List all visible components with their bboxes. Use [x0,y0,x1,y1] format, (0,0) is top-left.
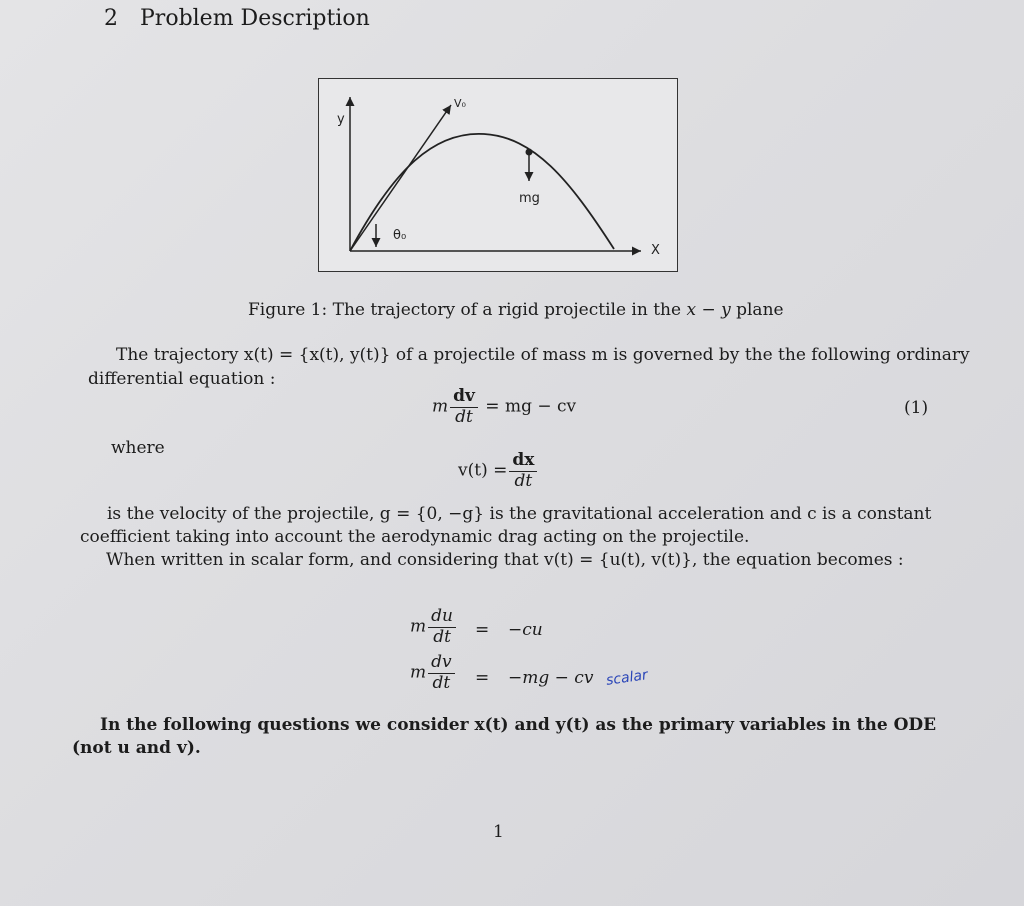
para2-line3: When written in scalar form, and considering that v(t) = {u(t), v(t)}, the equation becomes : [106,550,904,570]
eq4-fraction [428,653,455,693]
trajectory-figure [318,78,678,272]
where-label: where [111,438,165,458]
eq4-num: dv [428,653,455,674]
equation-4 [410,653,457,693]
eq2-num: dx [509,451,537,472]
caption-plane: x − y [686,300,731,320]
eq4-rhs: −mg − cv [508,668,594,688]
eq1-den: dt [455,406,473,427]
eq3-fraction [428,607,456,647]
equation-1 [432,387,576,427]
eq3-num: du [428,607,456,628]
bold-para-line1: In the following questions we consider x(t) and y(t) as the primary variables in the ODE [100,715,937,735]
para1-line2: differential equation : [88,369,276,389]
eq3-lhs: m [410,616,427,637]
theta-label: θ₀ [393,228,407,243]
eq4-equals: = [475,668,490,688]
eq1-tag: (1) [904,398,929,418]
v0-label: V₀ [454,97,466,110]
para2-line2: coefficient taking into account the aerodynamic drag acting on the projectile. [80,527,750,547]
eq4-lhs: m [410,662,427,683]
eq1-fraction [450,387,478,427]
section-number: 2 [104,6,118,31]
eq1-num: dv [450,387,478,408]
x-label: X [651,243,660,258]
eq2-den: dt [514,470,533,491]
eq4-den: dt [432,672,451,693]
y-label: y [337,112,345,127]
caption-prefix: Figure 1: The trajectory of a rigid projectile in the [248,300,682,320]
eq1-lhs: m [432,396,449,417]
mg-label: mg [519,191,540,206]
section-heading [104,6,370,31]
eq2-fraction [509,451,537,491]
equation-3 [410,607,458,647]
figure-caption [248,300,784,320]
eq3-equals: = [475,620,490,640]
handwritten-scalar-note: scalar [605,667,649,689]
trajectory-diagram [319,79,677,271]
eq2-lhs: v(t) = [458,460,508,481]
eq3-den: dt [433,626,451,647]
para2-line1: is the velocity of the projectile, g = {0, −g} is the gravitational acceleration and c is a constant [107,504,932,524]
page-number: 1 [493,822,504,842]
trajectory-curve [350,134,614,251]
eq3-rhs: −cu [508,620,543,640]
caption-suffix: plane [736,300,784,320]
section-title: Problem Description [140,6,370,31]
eq1-rhs: = mg − cv [485,396,577,417]
equation-2 [458,451,539,491]
bold-para-line2: (not u and v). [72,738,201,758]
para1-line1: The trajectory x(t) = {x(t), y(t)} of a projectile of mass m is governed by the the following ordinary [116,345,970,365]
